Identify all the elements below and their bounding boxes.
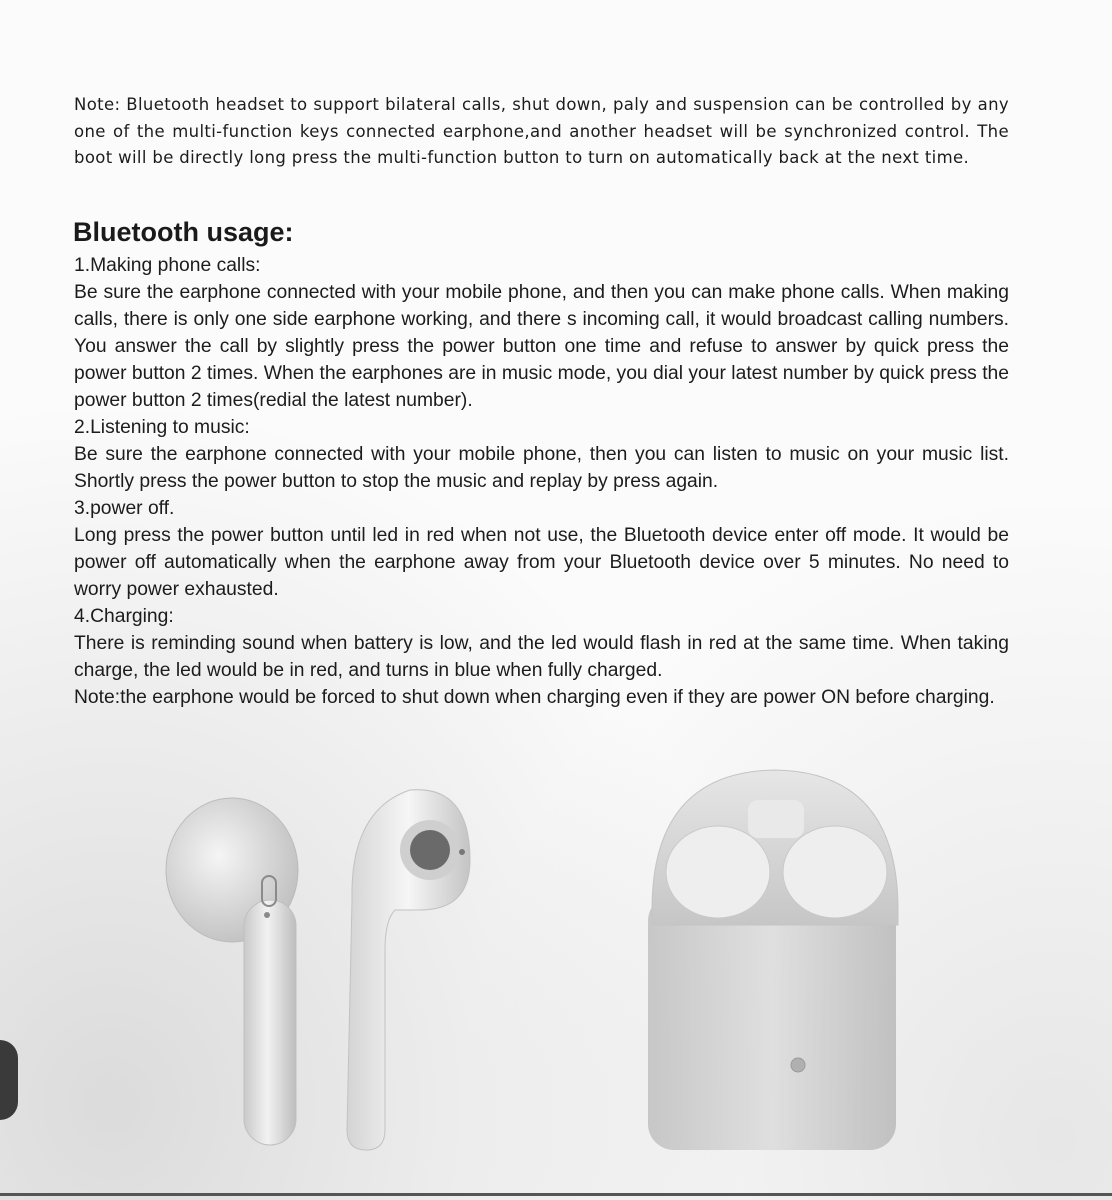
- product-illustration: [0, 760, 1112, 1200]
- section-body-music: Be sure the earphone connected with your mobile phone, then you can listen to music on your music list. Shortly press the power button to stop the music and replay by press again.: [74, 444, 1009, 492]
- section-title-calls: 1.Making phone calls:: [74, 255, 261, 276]
- section-body-charging: There is reminding sound when battery is low, and the led would flash in red at the same time. When taking charge, the led would be in red, and turns in blue when fully charged.: [74, 633, 1009, 681]
- page-edge-mark: [0, 1040, 18, 1120]
- earbud-right-drawing: [347, 790, 470, 1150]
- section-title-power-off: 3.power off.: [74, 498, 175, 519]
- intro-note: Note: Bluetooth headset to support bilateral calls, shut down, paly and suspension can be controlled by any one of the multi-function keys connected earphone,and another headset will be synchronized control. The boot will be directly long press the multi-function button to turn on automatically back at the next time.: [74, 95, 1009, 167]
- page-bottom-edge: [0, 1193, 1112, 1196]
- section-heading: Bluetooth usage:: [73, 217, 294, 247]
- section-title-charging: 4.Charging:: [74, 606, 174, 627]
- earbud-left-drawing: [166, 798, 298, 1145]
- charging-note: Note:the earphone would be forced to shut down when charging even if they are power ON before charging.: [74, 687, 995, 708]
- charging-case-drawing: [648, 770, 898, 1150]
- usage-instructions: [74, 252, 1009, 711]
- section-body-power-off: Long press the power button until led in red when not use, the Bluetooth device enter off mode. It would be power off automatically when the earphone away from your Bluetooth device over 5 minutes. No need to worry power exhausted.: [74, 525, 1009, 600]
- section-title-music: 2.Listening to music:: [74, 417, 250, 438]
- section-body-calls: Be sure the earphone connected with your mobile phone, and then you can make phone calls. When making calls, there is only one side earphone working, and there s incoming call, it would broadcast calling numbers. You answer the call by slightly press the power button one time and refuse to answer by quick press the power button 2 times. When the earphones are in music mode, you dial your latest number by quick press the power button 2 times(redial the latest number).: [74, 282, 1009, 411]
